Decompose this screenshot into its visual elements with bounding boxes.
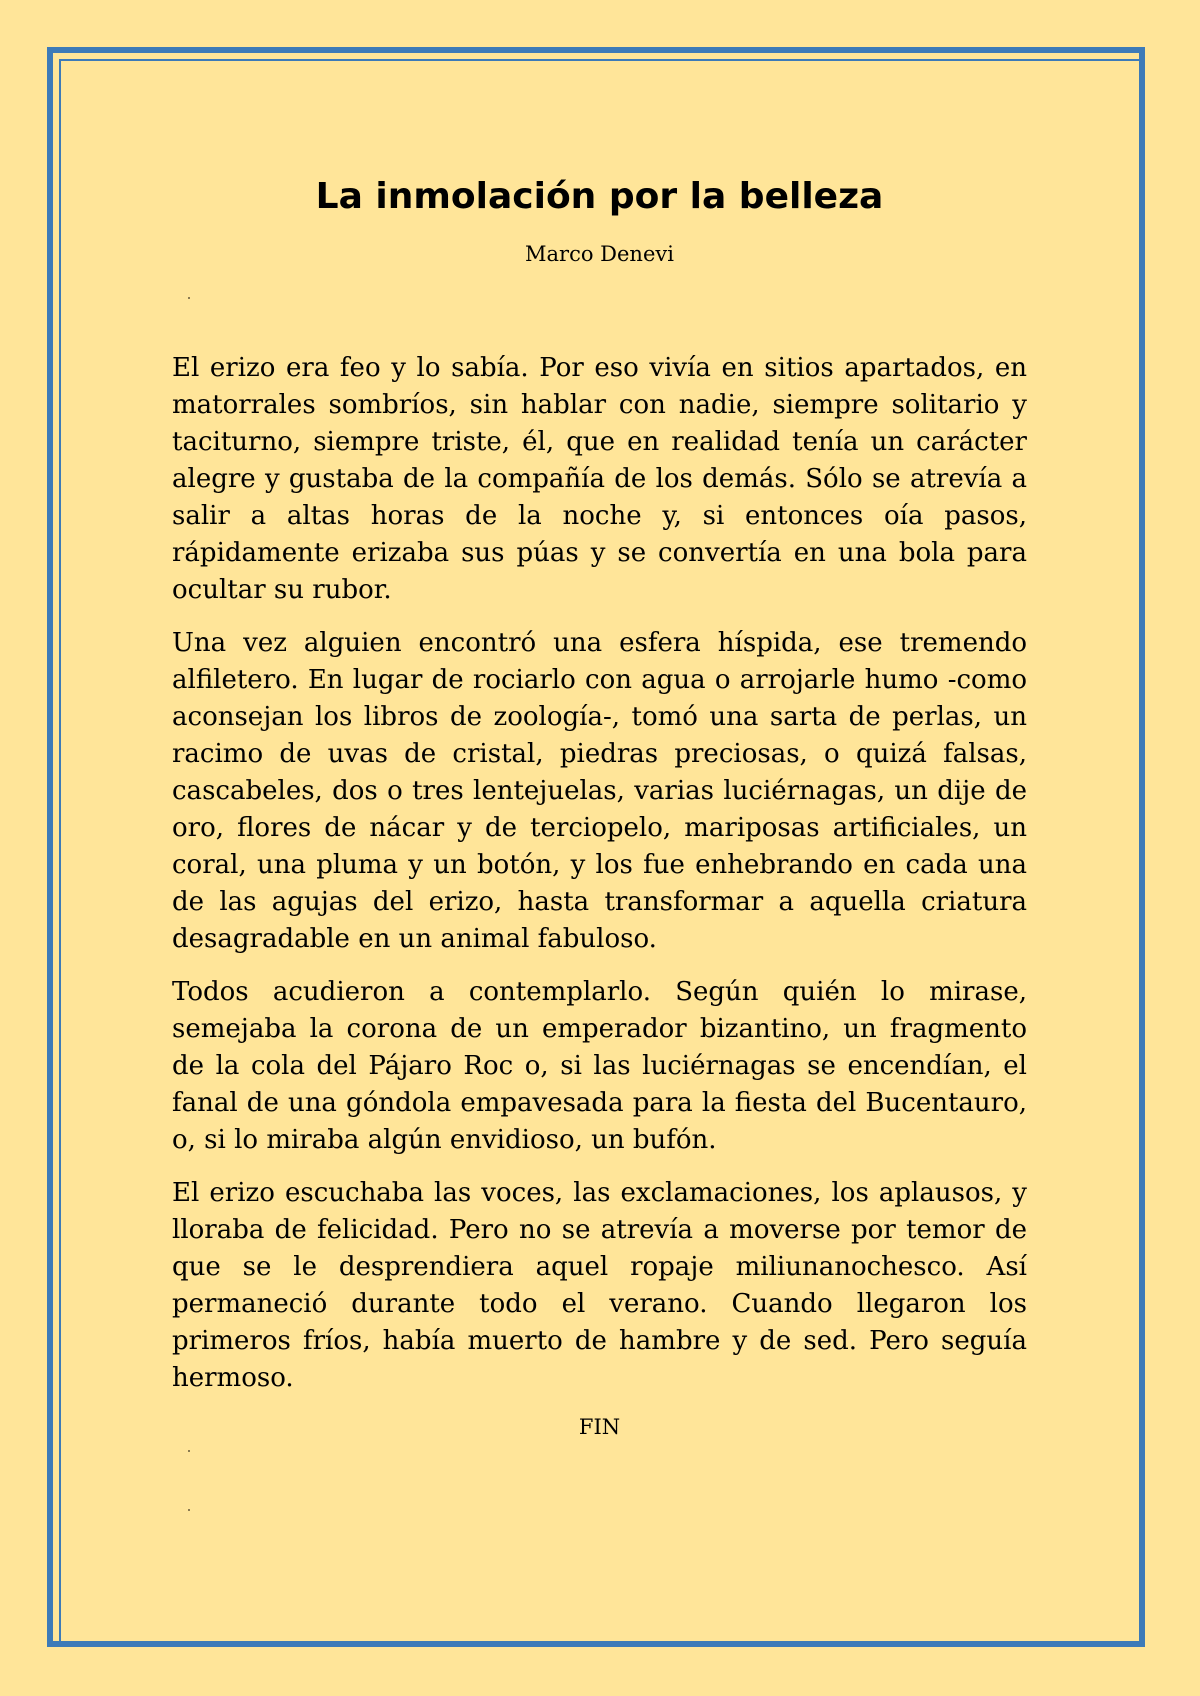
story-paragraph: Todos acudieron a contemplarlo. Según quién lo mirase, semejaba la corona de un emperador bizantino, un fragmento de la cola del Pájaro Roc o, si las luciérnagas se encendían, el fanal de una góndola empavesada para la fiesta del Bucentauro, o, si lo miraba algún envidioso, un bufón. — [172, 977, 1027, 1155]
document-author: Marco Denevi — [525, 242, 674, 266]
document-content — [172, 172, 1027, 1441]
decorative-dot — [188, 1450, 190, 1452]
story-paragraph: El erizo escuchaba las voces, las exclamaciones, los aplausos, y lloraba de felicidad. Pero no se atrevía a moverse por temor de que se le desprendiera aquel ropaje miliunanochesco. Así permaneció durante todo el verano. Cuando llegaron los primeros fríos, había muerto de hambre y de sed. Pero seguía hermoso. — [172, 1178, 1027, 1393]
story-paragraph: El erizo era feo y lo sabía. Por eso vivía en sitios apartados, en matorrales sombríos, sin hablar con nadie, siempre solitario y taciturno, siempre triste, él, que en realidad tenía un carácter alegre y gustaba de la compañía de los demás. Sólo se atrevía a salir a altas horas de la noche y, si entonces oía pasos, rápidamente erizaba sus púas y se convertía en una bola para ocultar su rubor. — [172, 353, 1027, 605]
end-label: FIN — [578, 1415, 621, 1439]
story-body — [172, 350, 1027, 1397]
decorative-dot — [188, 1509, 190, 1511]
story-paragraph: Una vez alguien encontró una esfera híspida, ese tremendo alfiletero. En lugar de rociarlo con agua o arrojarle humo -como aconsejan los libros de zoología-, tomó una sarta de perlas, un racimo de uvas de cristal, piedras preciosas, o quizá falsas, cascabeles, dos o tres lentejuelas, varias luciérnagas, un dije de oro, flores de nácar y de terciopelo, mariposas artificiales, un coral, una pluma y un botón, y los fue enhebrando en cada una de las agujas del erizo, hasta transformar a aquella criatura desagradable en un animal fabuloso. — [172, 628, 1027, 954]
document-title: La inmolación por la belleza — [315, 176, 884, 217]
